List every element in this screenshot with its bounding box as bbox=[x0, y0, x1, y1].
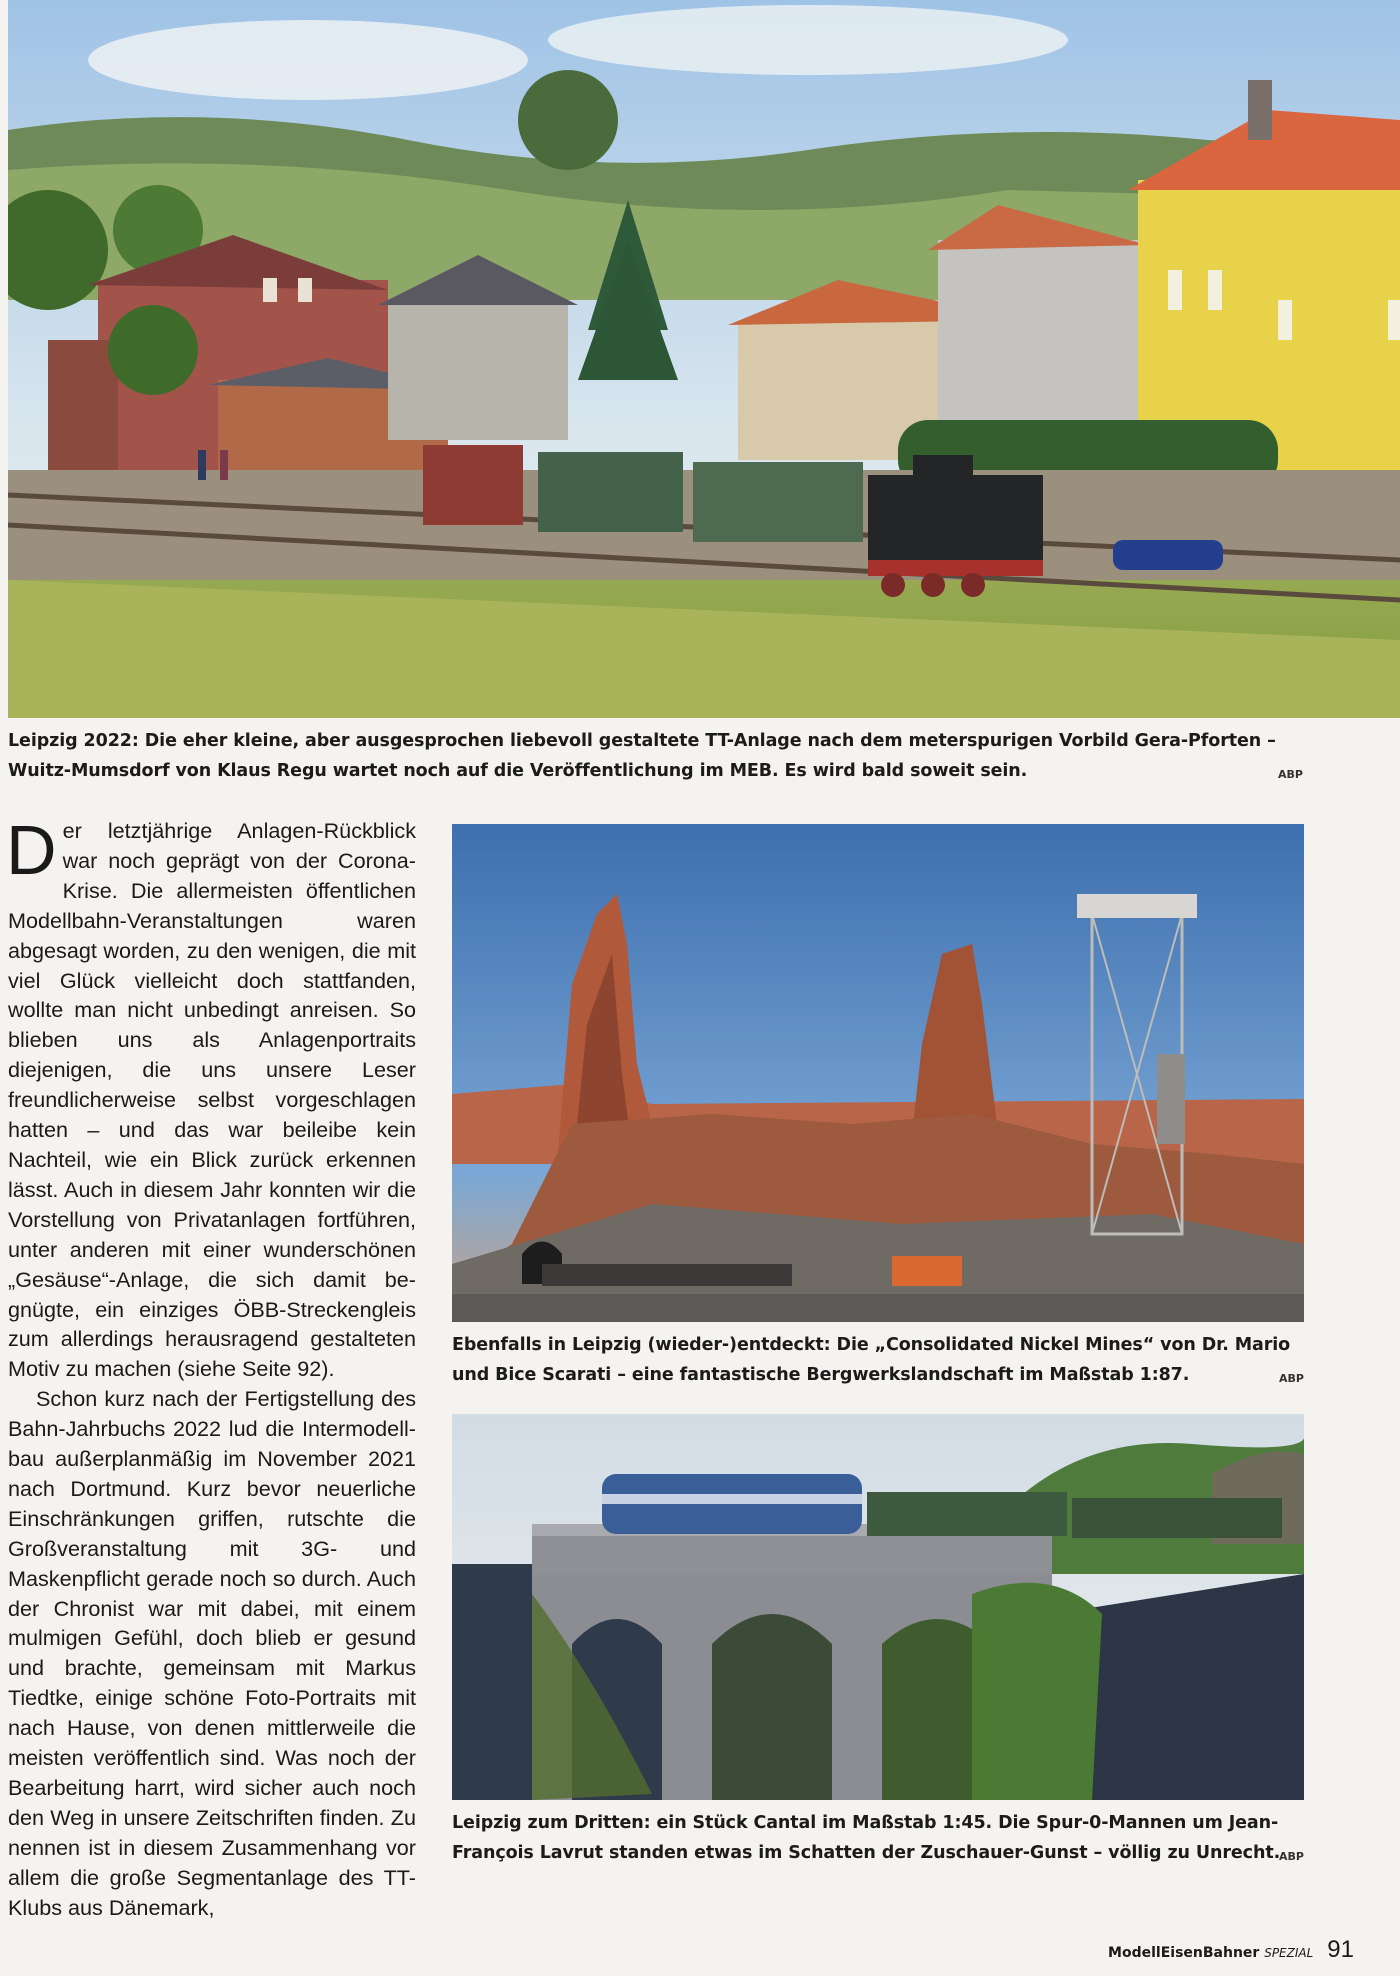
article-body bbox=[6, 811, 416, 1923]
page-number: 91 bbox=[1327, 1936, 1354, 1963]
page-footer bbox=[1108, 1936, 1354, 1964]
article-paragraph-1 bbox=[6, 811, 416, 1384]
middle-photo-caption: Ebenfalls in Leipzig (wieder-)entdeckt: Die „Consolidated Nickel Mines“ von Dr. Mario und Bice Scarati – eine fantastische Bergwerkslandschaft im Maßstab 1:87. bbox=[452, 1335, 1291, 1385]
drop-cap: D bbox=[6, 811, 57, 889]
paragraph-1-text: er letztjährige Anlagen-Rückblick war noch geprägt von der Corona-Krise. Die allermeisten öffentlichen Modellbahn-Veranstaltungen waren abgesagt worden, zu den wenigen, die mit viel Glück vielleicht doch stattfanden, wollte man nicht unbedingt anreisen. So blieben uns als Anlagenportraits diejenigen, die uns unsere Leser freundlicherweise selbst vorgeschlagen hatten – und das war beileibe kein Nachteil, wie ein Blick zurück erkennen lässt. Auch in diesem Jahr konnten wir die Vorstellung von Privatanlagen fortführen, unter anderen mit einer wunderschönen „Gesäuse“-Anlage, die sich damit begnügte, ein einziges ÖBB-Streckengleis zum allerdings herausragend gestalteten Motiv zu machen (siehe Seite 92). bbox=[8, 818, 416, 1382]
photo-cantal-viaduct bbox=[452, 1414, 1304, 1800]
magazine-suffix: SPEZIAL bbox=[1264, 1946, 1314, 1960]
magazine-name: ModellEisenBahner SPEZIAL bbox=[1108, 1945, 1314, 1961]
top-photo-caption: Leipzig 2022: Die eher kleine, aber ausgesprochen liebevoll gestaltete TT-Anlage nach dem meterspurigen Vorbild Gera-Pforten – Wuitz-Mumsdorf von Klaus Regu wartet noch auf die Veröffentlichung im MEB. Es wird bald soweit sein. bbox=[8, 731, 1276, 781]
bottom-photo-credit: ABP bbox=[1279, 1850, 1304, 1863]
photo-nickel-mines bbox=[452, 824, 1304, 1322]
bottom-photo-caption: Leipzig zum Dritten: ein Stück Cantal im Maßstab 1:45. Die Spur-0-Mannen um Jean-François Lavrut standen etwas im Schatten der Zuschauer-Gunst – völlig zu Unrecht. bbox=[452, 1813, 1281, 1863]
photo-tt-layout bbox=[8, 0, 1400, 718]
article-paragraph-2: Schon kurz nach der Fertigstellung des Bahn-Jahrbuchs 2022 lud die Intermodellbau außerplanmäßig im November 2021 nach Dortmund. Kurz bevor neuerliche Einschränkungen griffen, rutschte die Großveranstaltung mit 3G- und Maskenpflicht gerade noch so durch. Auch der Chronist war mit dabei, mit einem mulmigen Gefühl, doch blieb er gesund und brachte, gemeinsam mit Markus Tiedtke, einige schöne Foto-Portraits mit nach Hause, von denen mittlerweile die meisten veröffentlich sind. Was noch der Bearbeitung harrt, wird sicher auch noch den Weg in unsere Zeitschriften finden. Zu nennen ist in diesem Zusammenhang vor allem die große Segmentanlage des TT-Klubs aus Dänemark, bbox=[8, 1386, 416, 1920]
top-photo-credit: ABP bbox=[1278, 768, 1303, 781]
middle-photo-credit: ABP bbox=[1279, 1372, 1304, 1385]
